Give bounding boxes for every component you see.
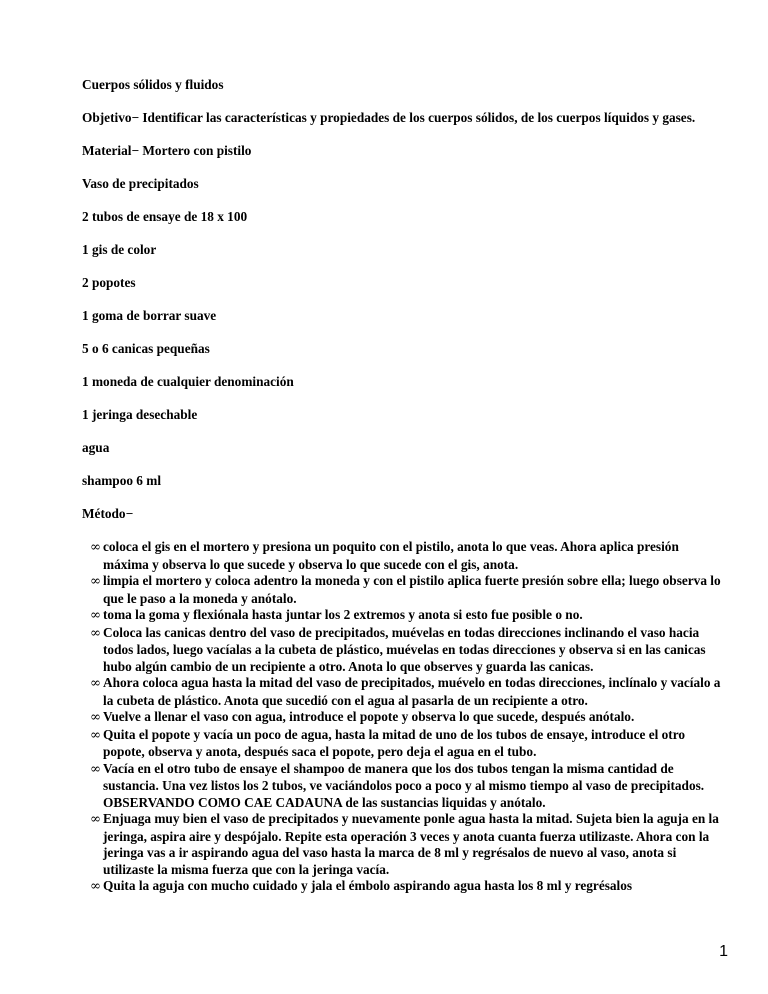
material-item: 1 moneda de cualquier denominación bbox=[82, 374, 294, 389]
method-step bbox=[82, 675, 722, 709]
infinity-bullet-icon: ∞ bbox=[90, 727, 102, 743]
material-item: shampoo 6 ml bbox=[82, 473, 162, 488]
material-item: 5 o 6 canicas pequeñas bbox=[82, 341, 210, 356]
material-heading: Material− Mortero con pistilo bbox=[82, 143, 252, 158]
infinity-bullet-icon: ∞ bbox=[90, 710, 102, 725]
method-step bbox=[82, 539, 722, 573]
method-step bbox=[82, 573, 722, 607]
material-item: 1 jeringa desechable bbox=[82, 407, 198, 422]
method-step bbox=[82, 811, 722, 878]
method-step-text: Vacía en el otro tubo de ensaye el shampoo de manera que los dos tubos tengan la misma cantidad de sustancia. Una vez listos los 2 tubos, ve vaciándolos poco a poco y al mismo tiempo al vaso de precipitados. OBSERVANDO COMO CAE CADAUNA de las sustancias liquidas y anótalo. bbox=[103, 760, 705, 810]
infinity-bullet-icon: ∞ bbox=[90, 879, 102, 894]
objective-text: Objetivo− Identificar las características y propiedades de los cuerpos sólidos, de los cuerpos líquidos y gases. bbox=[82, 110, 696, 125]
document-title: Cuerpos sólidos y fluidos bbox=[82, 77, 224, 92]
method-step bbox=[82, 727, 722, 761]
infinity-bullet-icon: ∞ bbox=[90, 676, 102, 691]
method-step bbox=[82, 625, 722, 676]
method-step bbox=[82, 878, 722, 896]
infinity-bullet-icon: ∞ bbox=[90, 761, 102, 777]
method-step bbox=[82, 709, 722, 727]
infinity-bullet-icon: ∞ bbox=[90, 574, 102, 589]
infinity-bullet-icon: ∞ bbox=[90, 812, 102, 827]
material-item: agua bbox=[82, 440, 110, 455]
method-step-text: Quita el popote y vacía un poco de agua, hasta la mitad de uno de los tubos de ensaye, introduce el otro popote, observa y anota, después saca el popote, pero deja el agua en el tubo. bbox=[103, 726, 686, 759]
method-heading: Método− bbox=[82, 506, 134, 521]
page-number: 1 bbox=[719, 943, 728, 960]
method-step bbox=[82, 761, 722, 812]
method-step-text: Vuelve a llenar el vaso con agua, introduce el popote y observa lo que sucede, después anótalo. bbox=[103, 709, 635, 724]
method-step-text: toma la goma y flexiónala hasta juntar los 2 extremos y anota si esto fue posible o no. bbox=[103, 607, 583, 622]
method-step bbox=[82, 607, 722, 625]
infinity-bullet-icon: ∞ bbox=[90, 540, 102, 555]
infinity-bullet-icon: ∞ bbox=[90, 625, 102, 641]
method-step-text: limpia el mortero y coloca adentro la moneda y con el pistilo aplica fuerte presión sobre ella; luego observa lo que le paso a la moneda y anótalo. bbox=[103, 573, 721, 606]
method-step-text: coloca el gis en el mortero y presiona un poquito con el pistilo, anota lo que veas. Ahora aplica presión máxima y observa lo que sucede y observa lo que sucede con el gis, anota. bbox=[103, 539, 679, 572]
infinity-bullet-icon: ∞ bbox=[90, 608, 102, 623]
material-item: 1 gis de color bbox=[82, 242, 157, 257]
method-step-text: Ahora coloca agua hasta la mitad del vaso de precipitados, muévelo en todas direcciones, inclínalo y vacíalo a la cubeta de plástico. Anota que sucedió con el agua al pasarla de un recipiente a otro. bbox=[103, 675, 721, 708]
method-step-text: Quita la aguja con mucho cuidado y jala el émbolo aspirando agua hasta los 8 ml y regrésalos bbox=[103, 878, 633, 893]
method-step-text: Coloca las canicas dentro del vaso de precipitados, muévelas en todas direcciones inclinando el vaso hacia todos lados, luego vacíalas a la cubeta de plástico, muévelas en todas direcciones y observa si en las canicas hubo algún cambio de un recipiente a otro. Anota lo que observes y guarda las canicas. bbox=[103, 624, 706, 674]
method-step-text: Enjuaga muy bien el vaso de precipitados y nuevamente ponle agua hasta la mitad. Sujeta bien la aguja en la jeringa, aspira aire y despójalo. Repite esta operación 3 veces y anota cuanta fuerza utilizaste. Ahora con la jeringa vas a ir aspirando agua del vaso hasta la marca de 8 ml y regrésalos de nuevo al vaso, anota si utilizaste la misma fuerza que con la jeringa vacía. bbox=[103, 811, 719, 877]
material-item: 2 popotes bbox=[82, 275, 136, 290]
material-item: 1 goma de borrar suave bbox=[82, 308, 217, 323]
material-item: 2 tubos de ensaye de 18 x 100 bbox=[82, 209, 248, 224]
method-steps-list bbox=[82, 539, 722, 896]
material-item: Vaso de precipitados bbox=[82, 176, 199, 191]
document-body bbox=[82, 77, 722, 896]
